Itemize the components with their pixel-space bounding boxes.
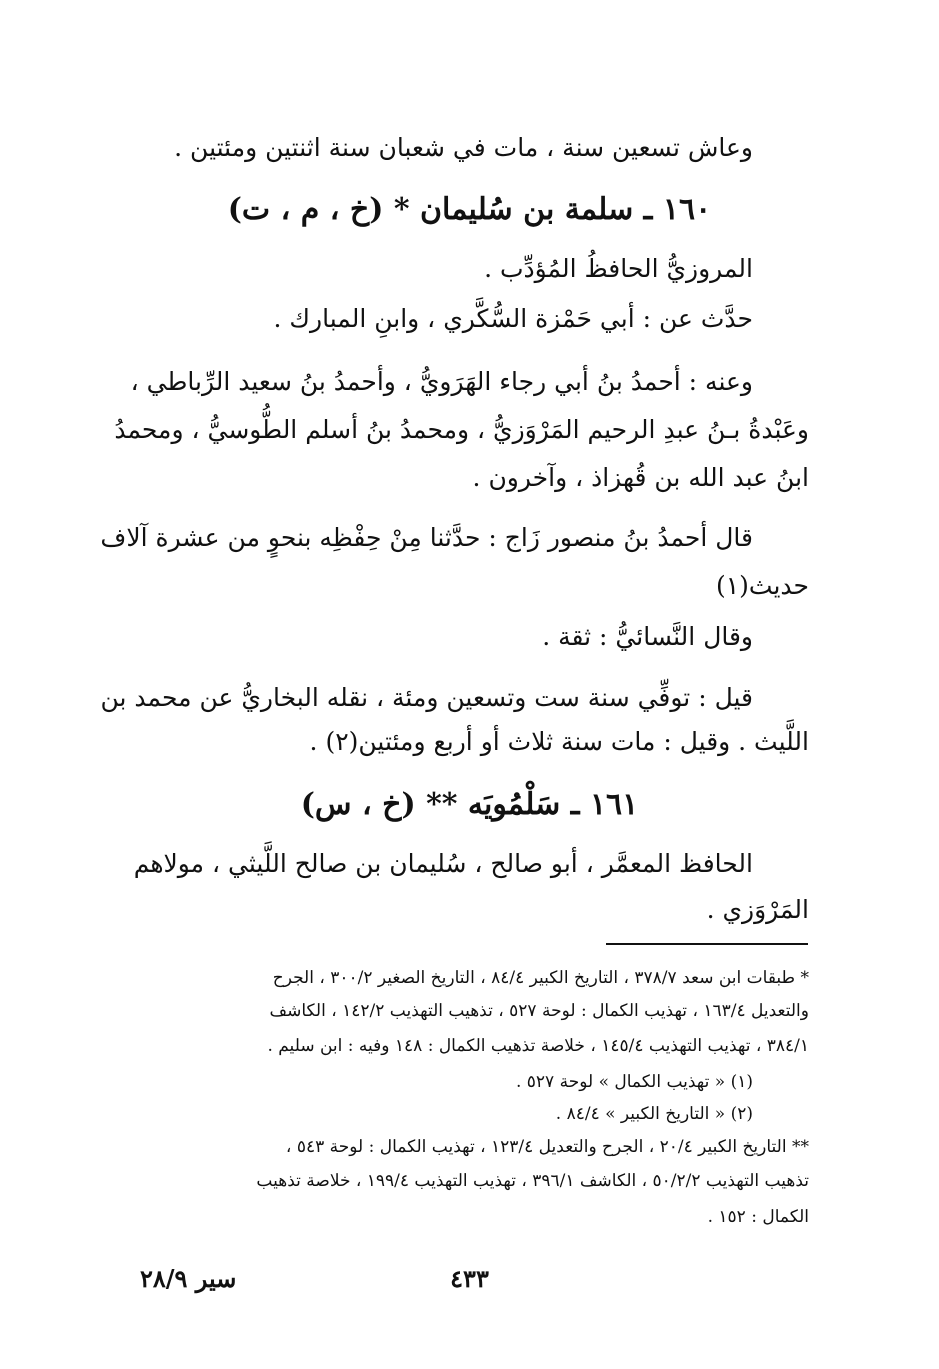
footnote-line: تذهيب التهذيب ٥٠/٢/٢ ، الكاشف ٣٩٦/١ ، تهذيب التهذيب ١٩٩/٤ ، خلاصة تذهيب (256, 1171, 809, 1191)
entry-160-line: ابنُ عبد الله بن قُهزاذ ، وآخرون . (472, 463, 809, 492)
entry-160-line: وعنه : أحمدُ بنُ أبي رجاء الهَرَويُّ ، وأحمدُ بنُ سعيد الرِّباطي ، (130, 367, 753, 396)
footnote-line: الكمال : ١٥٢ . (707, 1207, 809, 1227)
footnote-line: (١) « تهذيب الكمال » لوحة ٥٢٧ . (515, 1072, 753, 1092)
entry-160-line: وقال النَّسائيُّ : ثقة . (542, 622, 753, 651)
entry-160-line: وعَبْدةُ بـنُ عبدِ الرحيم المَرْوَزيُّ ، ومحمدُ بنُ أسلم الطُّوسيُّ ، ومحمدُ (114, 415, 809, 444)
footnote-line: ** التاريخ الكبير ٢٠/٤ ، الجرح والتعديل ١٢٣/٤ ، تهذيب الكمال : لوحة ٥٤٣ ، (285, 1137, 809, 1157)
entry-160-line: المروزيُّ الحافظُ المُؤدِّب . (484, 254, 753, 283)
entry-160-line: قال أحمدُ بنُ منصور زَاج : حدَّثنا مِنْ حِفْظِه بنحوٍ من عشرة آلاف (100, 523, 753, 552)
page-number: ٤٣٣ (450, 1264, 489, 1293)
entry-160-line: حديث(١) (715, 571, 809, 600)
footnote-line: ٣٨٤/١ ، تهذيب التهذيب ١٤٥/٤ ، خلاصة تذهيب الكمال : ١٤٨ وفيه : ابن سليم . (267, 1036, 809, 1056)
entry-160-line: قيل : توفِّي سنة ست وتسعين ومئة ، نقله البخاريُّ عن محمد بن (100, 683, 753, 712)
footnote-line: (٢) « التاريخ الكبير » ٨٤/٤ . (555, 1104, 753, 1124)
entry-161-line: المَرْوَزي . (706, 895, 809, 924)
footnote-line: * طبقات ابن سعد ٣٧٨/٧ ، التاريخ الكبير ٨٤/٤ ، التاريخ الصغير ٣٠٠/٢ ، الجرح (272, 968, 809, 988)
entry-161-line: الحافظ المعمَّر ، أبو صالح ، سُليمان بن صالح اللَّيثي ، مولاهم (133, 849, 753, 878)
entry-160-line: حدَّث عن : أبي حَمْزة السُّكَّري ، وابنِ المبارك . (273, 304, 753, 333)
footnote-line: والتعديل ١٦٣/٤ ، تهذيب الكمال : لوحة ٥٢٧ ، تذهيب التهذيب ١٤٢/٢ ، الكاشف (269, 1001, 809, 1021)
opening-line: وعاش تسعين سنة ، مات في شعبان سنة اثنتين ومئتين . (174, 133, 753, 162)
signature-mark: سير ٢٨/٩ (140, 1264, 237, 1293)
entry-160-line: اللَّيث . وقيل : مات سنة ثلاث أو أربع ومئتين(٢) . (309, 727, 809, 756)
entry-161-heading: ١٦١ ـ سَلْمُويَه ** (خ ، س) (300, 787, 639, 822)
footnote-separator (606, 943, 808, 945)
entry-160-heading: ١٦٠ ـ سلمة بن سُليمان * (خ ، م ، ت) (227, 192, 712, 227)
